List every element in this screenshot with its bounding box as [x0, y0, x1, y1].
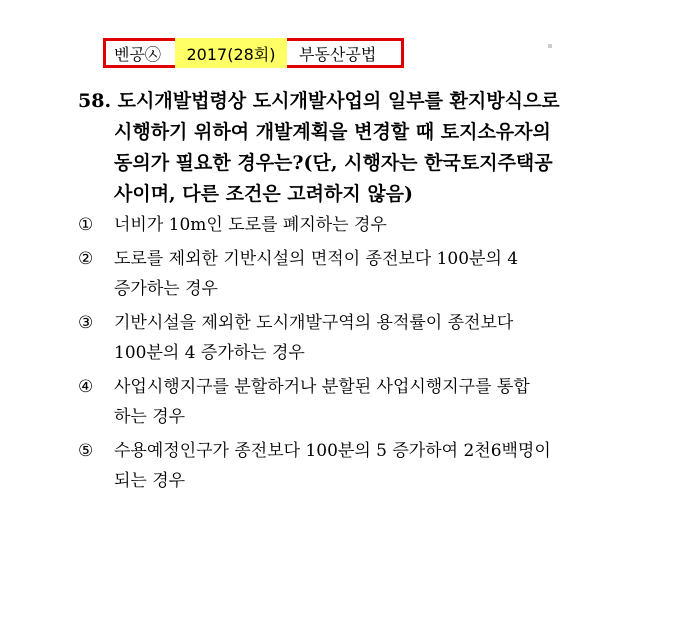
choice-number: ③ — [78, 313, 94, 333]
choice-text — [114, 244, 598, 304]
choice-text — [114, 210, 598, 240]
header-year: 2017(28회) — [175, 38, 287, 68]
choice-number: ⑤ — [78, 441, 94, 461]
question-line: 시행하기 위하여 개발계획을 변경할 때 토지소유자의 — [114, 121, 551, 143]
question-line: 동의가 필요한 경우는?(단, 시행자는 한국토지주택공 — [114, 152, 553, 174]
question-line: 58. 도시개발법령상 도시개발사업의 일부를 환지방식으로 — [78, 90, 560, 112]
choice-4 — [78, 372, 598, 432]
choice-line: 증가하는 경우 — [114, 279, 218, 299]
choice-text — [114, 372, 598, 432]
choice-text — [114, 436, 598, 496]
header-subject: 부동산공법 — [287, 38, 404, 68]
choice-2 — [78, 244, 598, 304]
choice-1 — [78, 210, 598, 240]
choice-number: ④ — [78, 377, 94, 397]
choice-3 — [78, 308, 598, 368]
question-line: 사이며, 다른 조건은 고려하지 않음) — [114, 183, 414, 205]
choice-number: ① — [78, 215, 94, 235]
answer-choices — [78, 210, 598, 500]
choice-line: 기반시설을 제외한 도시개발구역의 용적률이 종전보다 — [114, 313, 514, 333]
header-label: 벤공㉦ — [103, 38, 175, 68]
choice-line: 되는 경우 — [114, 471, 186, 491]
choice-line: 너비가 10m인 도로를 폐지하는 경우 — [114, 215, 387, 235]
choice-5 — [78, 436, 598, 496]
choice-line: 100분의 4 증가하는 경우 — [114, 343, 305, 363]
choice-line: 하는 경우 — [114, 407, 186, 427]
question-stem — [78, 86, 598, 210]
scan-speck — [548, 44, 552, 48]
choice-number: ② — [78, 249, 94, 269]
choice-line: 도로를 제외한 기반시설의 면적이 종전보다 100분의 4 — [114, 249, 519, 269]
choice-text — [114, 308, 598, 368]
exam-header — [103, 38, 404, 68]
choice-line: 수용예정인구가 종전보다 100분의 5 증가하여 2천6백명이 — [114, 441, 551, 461]
choice-line: 사업시행지구를 분할하거나 분할된 사업시행지구를 통합 — [114, 377, 530, 397]
